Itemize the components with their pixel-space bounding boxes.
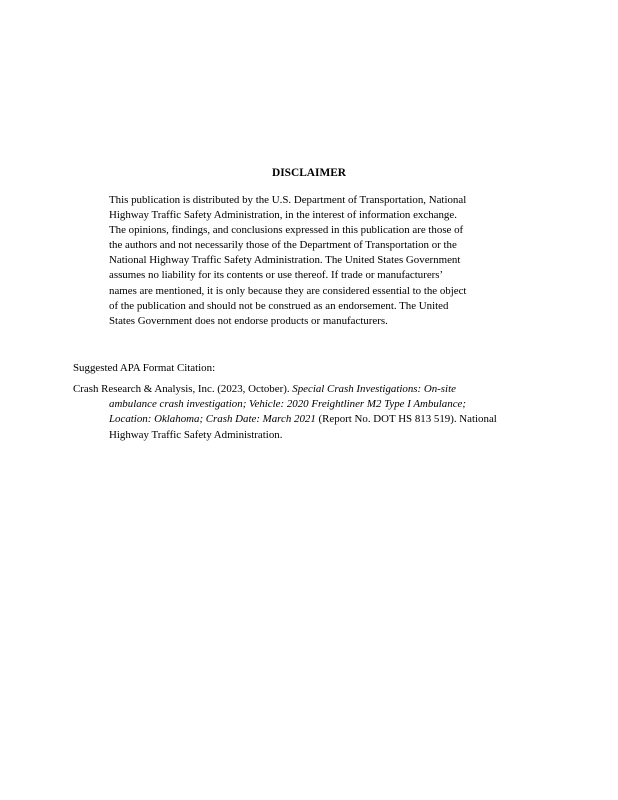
citation-title-part: Location: Oklahoma; Crash Date: March 2021 xyxy=(109,413,316,426)
disclaimer-line: of the publication and should not be construed as an endorsement. The United xyxy=(109,299,449,312)
disclaimer-line: assumes no liability for its contents or use thereof. If trade or manufacturers’ xyxy=(109,269,444,282)
citation-title-part: Special Crash Investigations: On-site xyxy=(292,383,456,395)
citation-line xyxy=(73,397,553,412)
disclaimer-line: names are mentioned, it is only because they are considered essential to the object xyxy=(109,284,467,297)
citation-report-number: (Report No. DOT HS 813 519). National xyxy=(315,413,497,426)
citation-publisher: Highway Traffic Safety Administration. xyxy=(109,428,283,441)
citation-line xyxy=(73,428,553,443)
disclaimer-line: States Government does not endorse products or manufacturers. xyxy=(109,314,388,327)
citation-line xyxy=(73,412,553,427)
citation-author-date: Crash Research & Analysis, Inc. (2023, October). xyxy=(73,383,293,395)
disclaimer-line: National Highway Traffic Safety Administration. The United States Government xyxy=(109,254,461,267)
disclaimer-paragraph xyxy=(109,193,529,329)
disclaimer-heading: DISCLAIMER xyxy=(271,167,347,179)
disclaimer-line: The opinions, findings, and conclusions expressed in this publication are those of xyxy=(109,224,464,237)
citation-line xyxy=(73,382,553,397)
citation-title-part: ambulance crash investigation; Vehicle: 2020 Freightliner M2 Type I Ambulance; xyxy=(109,398,466,411)
disclaimer-line: This publication is distributed by the U.S. Department of Transportation, National xyxy=(109,194,467,206)
disclaimer-line: Highway Traffic Safety Administration, in the interest of information exchange. xyxy=(109,209,457,222)
apa-citation xyxy=(73,382,553,443)
disclaimer-line: the authors and not necessarily those of the Department of Transportation or the xyxy=(109,239,457,252)
citation-label: Suggested APA Format Citation: xyxy=(73,362,216,374)
